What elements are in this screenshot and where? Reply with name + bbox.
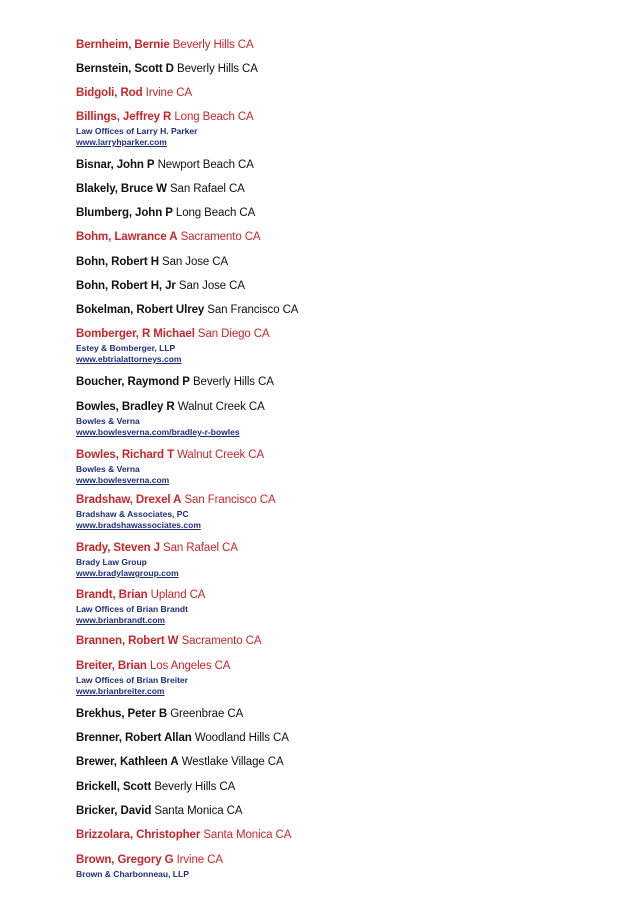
attorney-location: San Jose CA	[162, 256, 229, 268]
attorney-location: Walnut Creek CA	[177, 449, 265, 461]
attorney-name: Brenner, Robert Allan	[76, 732, 192, 744]
attorney-location: Greenbrae CA	[170, 708, 244, 720]
attorney-line	[76, 493, 616, 507]
attorney-entry	[76, 110, 616, 148]
attorney-entry	[76, 804, 616, 818]
attorney-location: Beverly Hills CA	[154, 781, 236, 793]
attorney-location: Westlake Village CA	[181, 756, 284, 768]
attorney-name: Boucher, Raymond P	[76, 376, 190, 388]
attorney-entry	[76, 158, 616, 172]
attorney-name: Bohn, Robert H	[76, 256, 159, 268]
attorney-line	[76, 375, 616, 389]
attorney-entry	[76, 731, 616, 745]
attorney-entry	[76, 182, 616, 196]
attorney-name: Brewer, Kathleen A	[76, 756, 179, 768]
firm-website-link[interactable]: www.bowlesverna.com	[76, 475, 170, 485]
attorney-name: Blumberg, John P	[76, 207, 173, 219]
attorney-entry	[76, 634, 616, 648]
attorney-line	[76, 327, 616, 341]
attorney-name: Bowles, Richard T	[76, 449, 174, 461]
attorney-location: Newport Beach CA	[157, 159, 254, 171]
attorney-entry	[76, 707, 616, 721]
attorney-line	[76, 780, 616, 794]
attorney-line	[76, 853, 616, 867]
attorney-name: Bricker, David	[76, 805, 152, 817]
attorney-line	[76, 588, 616, 602]
attorney-entry	[76, 86, 616, 100]
firm-website-link[interactable]: www.bradshawassociates.com	[76, 520, 201, 530]
attorney-line	[76, 828, 616, 842]
attorney-line	[76, 400, 616, 414]
attorney-name: Bohm, Lawrance A	[76, 231, 178, 243]
attorney-name: Bomberger, R Michael	[76, 328, 195, 340]
attorney-location: San Rafael CA	[163, 542, 238, 554]
attorney-line	[76, 755, 616, 769]
firm-name: Law Offices of Brian Brandt	[76, 604, 188, 614]
attorney-line	[76, 230, 616, 244]
attorney-location: San Francisco CA	[184, 494, 276, 506]
firm-website-link[interactable]: www.brianbreiter.com	[76, 686, 165, 696]
attorney-location: Los Angeles CA	[149, 660, 231, 672]
attorney-entry	[76, 206, 616, 220]
attorney-name: Brickell, Scott	[76, 781, 152, 793]
firm-name: Bowles & Verna	[76, 416, 140, 426]
attorney-entry	[76, 493, 616, 531]
attorney-location: Woodland Hills CA	[194, 732, 289, 744]
attorney-name: Brekhus, Peter B	[76, 708, 168, 720]
attorney-location: San Francisco CA	[207, 304, 299, 316]
attorney-location: San Jose CA	[178, 280, 245, 292]
attorney-line	[76, 62, 616, 76]
attorney-entry	[76, 755, 616, 769]
firm-website-link[interactable]: www.larryhparker.com	[76, 137, 167, 147]
attorney-line	[76, 634, 616, 648]
firm-website-link[interactable]: www.bradylawgroup.com	[76, 568, 179, 578]
attorney-line	[76, 206, 616, 220]
attorney-location: Beverly Hills CA	[172, 39, 254, 51]
attorney-name: Billings, Jeffrey R	[76, 111, 172, 123]
attorney-name: Breiter, Brian	[76, 660, 147, 672]
attorney-location: Upland CA	[150, 589, 206, 601]
attorney-line	[76, 731, 616, 745]
attorney-location: Irvine CA	[176, 854, 223, 866]
attorney-entry	[76, 541, 616, 579]
attorney-entry	[76, 780, 616, 794]
firm-website-link[interactable]: www.brianbrandt.com	[76, 615, 165, 625]
firm-name: Bradshaw & Associates, PC	[76, 509, 189, 519]
attorney-entry	[76, 279, 616, 293]
attorney-name: Bokelman, Robert Ulrey	[76, 304, 205, 316]
attorney-line	[76, 303, 616, 317]
attorney-line	[76, 255, 616, 269]
attorney-location: Long Beach CA	[174, 111, 254, 123]
firm-name: Bowles & Verna	[76, 464, 140, 474]
attorney-line	[76, 541, 616, 555]
attorney-line	[76, 707, 616, 721]
attorney-entry	[76, 828, 616, 842]
attorney-location: Beverly Hills CA	[177, 63, 258, 75]
attorney-entry	[76, 448, 616, 486]
attorney-entry	[76, 38, 616, 52]
attorney-line	[76, 158, 616, 172]
attorney-name: Blakely, Bruce W	[76, 183, 167, 195]
attorney-location: Santa Monica CA	[203, 829, 292, 841]
attorney-entry	[76, 327, 616, 365]
attorney-line	[76, 86, 616, 100]
firm-name: Law Offices of Larry H. Parker	[76, 126, 198, 136]
attorney-entry	[76, 255, 616, 269]
firm-name: Law Offices of Brian Breiter	[76, 675, 188, 685]
attorney-name: Brady, Steven J	[76, 542, 160, 554]
attorney-location: Beverly Hills CA	[192, 376, 274, 388]
attorney-entry	[76, 659, 616, 697]
attorney-line	[76, 110, 616, 124]
attorney-location: Walnut Creek CA	[177, 401, 265, 413]
attorney-name: Bradshaw, Drexel A	[76, 494, 182, 506]
attorney-line	[76, 448, 616, 462]
attorney-location: San Diego CA	[197, 328, 270, 340]
attorney-entry	[76, 400, 616, 438]
attorney-name: Bowles, Bradley R	[76, 401, 175, 413]
attorney-entry	[76, 62, 616, 76]
attorney-line	[76, 182, 616, 196]
attorney-entry	[76, 375, 616, 389]
attorney-name: Bidgoli, Rod	[76, 87, 143, 99]
firm-name: Estey & Bomberger, LLP	[76, 343, 176, 353]
attorney-entry	[76, 303, 616, 317]
attorney-name: Bisnar, John P	[76, 159, 155, 171]
attorney-entry	[76, 853, 616, 880]
attorney-name: Bernheim, Bernie	[76, 39, 170, 51]
attorney-name: Brandt, Brian	[76, 589, 148, 601]
attorney-location: San Rafael CA	[169, 183, 245, 195]
attorney-name: Brown, Gregory G	[76, 854, 174, 866]
attorney-name: Bernstein, Scott D	[76, 63, 174, 75]
attorney-name: Bohn, Robert H, Jr	[76, 280, 176, 292]
firm-name: Brown & Charbonneau, LLP	[76, 869, 189, 879]
attorney-location: Irvine CA	[145, 87, 193, 99]
attorney-location: Long Beach CA	[175, 207, 256, 219]
attorney-entry	[76, 230, 616, 244]
firm-name: Brady Law Group	[76, 557, 147, 567]
attorney-line	[76, 38, 616, 52]
attorney-line	[76, 279, 616, 293]
attorney-location: Santa Monica CA	[154, 805, 243, 817]
attorney-name: Brannen, Robert W	[76, 635, 179, 647]
firm-website-link[interactable]: www.ebtrialattorneys.com	[76, 354, 182, 364]
attorney-location: Sacramento CA	[181, 635, 262, 647]
attorney-line	[76, 804, 616, 818]
attorney-location: Sacramento CA	[180, 231, 261, 243]
attorney-name: Brizzolara, Christopher	[76, 829, 201, 841]
firm-website-link[interactable]: www.bowlesverna.com/bradley-r-bowles	[76, 427, 240, 437]
attorney-entry	[76, 588, 616, 626]
attorney-line	[76, 659, 616, 673]
